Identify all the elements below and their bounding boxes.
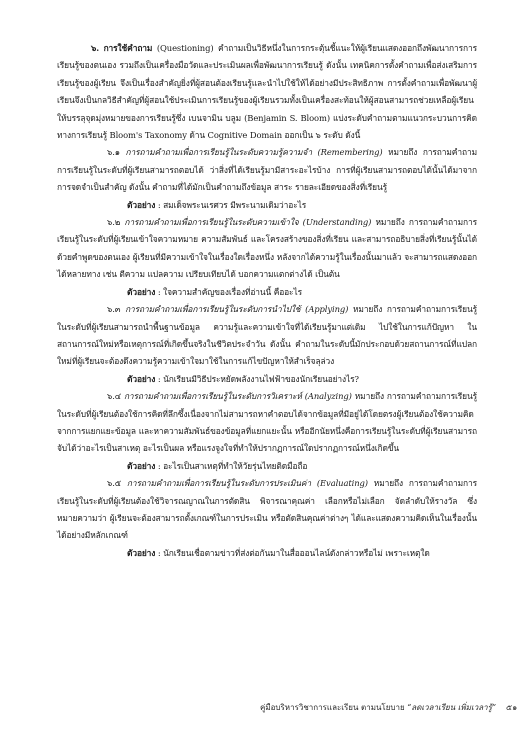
section-intro-paragraph (57, 40, 477, 144)
level-number: ๖.๑ (107, 147, 120, 158)
page-footer (260, 701, 518, 714)
section-heading-title: การใช้คำถาม (103, 43, 153, 53)
example-text: : นักเรียนมีวิธีประหยัดพลังงานไฟฟ้าของนักเรียนอย่างไร? (155, 373, 359, 384)
level-title: การถามคำถามเพื่อการเรียนรู้ในระดับการนำไปใช้ (Applying) (125, 304, 349, 315)
level-paragraph-1 (57, 144, 477, 196)
level-paragraph-4 (57, 388, 477, 458)
body-text (57, 40, 477, 562)
level-number: ๖.๓ (107, 304, 121, 315)
example-text: : ใจความสำคัญของเรื่องที่อ่านนี้ คืออะไร (155, 286, 302, 297)
level-body: หมายถึง การถามคำถามการเรียนรู้ในระดับที่ผู้เรียนสามารถตอบได้ ว่าสิ่งที่ได้เรียนรู้มามีสาระอะไรบ้าง การที่ผู้เรียนสามารถตอบได้นั้นได้มาจากการจดจำเป็นสำคัญ ดังนั้น คำถามที่ได้มักเป็นคำถามถึงข้อมูล สาระ รายละเอียดของสิ่งที่เรียนรู้ (57, 147, 477, 193)
level-body: หมายถึง การถามคำถามการเรียนรู้ในระดับที่ผู้เรียนสามารถนำพื้นฐานข้อมูล ความรู้และความเข้าใจที่ได้เรียนรู้มาแต่เดิม ไปใช้ในการแก้ปัญหา ในสถานการณ์ใหม่หรือเหตุการณ์ที่เกิดขึ้นจริงในชีวิตประจำวัน ดังนั้น คำถามในระดับนี้มักประกอบด้วยสถานการณ์ที่แปลกใหม่ที่ผู้เรียนจะต้องดึงความรู้ความเข้าใจมาใช้ในการแก้ไขปัญหาให้สำเร็จลุล่วง (57, 304, 477, 367)
footer-title: “ลดเวลาเรียน เพิ่มเวลารู้” (407, 703, 497, 712)
level-paragraph-3 (57, 301, 477, 371)
example-label: ตัวอย่าง (127, 286, 156, 297)
section-heading-number: ๖. (91, 43, 100, 53)
level-example-2 (57, 284, 477, 301)
level-title: การถามคำถามเพื่อการเรียนรู้ในระดับความเข้าใจ (Understanding) (124, 217, 372, 228)
level-number: ๖.๔ (107, 391, 122, 402)
level-paragraph-5 (57, 475, 477, 545)
level-title: การถามคำถามเพื่อการเรียนรู้ในระดับการประเมินค่า (Evaluating) (126, 478, 368, 489)
level-number: ๖.๕ (107, 478, 122, 489)
level-example-1 (57, 197, 477, 214)
footer-text: คู่มือบริหารวิชาการและเรียน ตามนโยบาย (260, 703, 408, 712)
example-text: : สมเด็จพระนเรศวร มีพระนามเดิมว่าอะไร (155, 199, 307, 210)
level-body: หมายถึง การถามคำถามการเรียนรู้ในระดับที่ผู้เรียนเข้าใจความหมาย ความสัมพันธ์ และโครงสร้างของสิ่งที่เรียน และสามารถอธิบายสิ่งที่เรียนรู้นั้นได้ด้วยคำพูดของตนเอง ผู้เรียนที่มีความเข้าใจในเรื่องใดเรื่องหนึ่ง หลังจากได้ความรู้ในเรื่องนั้นมาแล้ว จะสามารถแสดงออกได้หลายทาง เช่น ตีความ แปลความ เปรียบเทียบได้ บอกความแตกต่างได้ เป็นต้น (57, 217, 478, 280)
level-title: การถามคำถามเพื่อการเรียนรู้ในระดับการวิเคราะห์ (Analyzing) (123, 391, 352, 402)
level-paragraph-2 (57, 214, 477, 284)
example-label: ตัวอย่าง (127, 199, 156, 210)
example-label: ตัวอย่าง (127, 460, 156, 471)
page-number: ๕๑ (506, 703, 518, 712)
level-body: หมายถึง การถามคำถามการเรียนรู้ในระดับที่ผู้เรียนต้องใช้วิจารณญาณในการตัดสิน พิจารณาคุณค่า เลือกหรือไม่เลือก จัดลำดับให้รางวัล ซึ่งหมายความว่า ผู้เรียนจะต้องสามารถตั้งเกณฑ์ในการประเมิน หรือตัดสินคุณค่าต่างๆ ได้และแสดงความคิดเห็นในเรื่องนั้นได้อย่างมีหลักเกณฑ์ (57, 478, 477, 541)
section-intro-text: (Questioning) คำถามเป็นวิธีหนึ่งในการกระตุ้นชี้แนะให้ผู้เรียนแสดงออกถึงพัฒนาการการเรียนรู้ของตนเอง รวมถึงเป็นเครื่องมือวัดและประเมินผลเพื่อพัฒนาการเรียนรู้ ดังนั้น เทคนิคการตั้งคำถามเพื่อส่งเสริมการเรียนรู้ของผู้เรียน จึงเป็นเรื่องสำคัญยิ่งที่ผู้สอนต้องเรียนรู้และนำไปใช้ให้ได้อย่างมีประสิทธิภาพ การตั้งคำถามเพื่อพัฒนาผู้เรียนจึงเป็นกลวิธีสำคัญที่ผู้สอนใช้ประเมินการเรียนรู้ของผู้เรียนรวมทั้งเป็นเครื่องสะท้อนให้ผู้สอนสามารถช่วยเหลือผู้เรียนให้บรรลุจุดมุ่งหมายของการเรียนรู้ซึ่ง เบนจามิน บลูม (Benjamin S. Bloom) แบ่งระดับคำถามตามแนวกระบวนการคิดทางการเรียนรู้ Bloom's Taxonomy ด้าน Cognitive Domain ออกเป็น ๖ ระดับ ดังนี้ (57, 43, 478, 141)
level-number: ๖.๒ (107, 217, 121, 228)
level-body: หมายถึง การถามคำถามการเรียนรู้ในระดับที่ผู้เรียนต้องใช้การคิดที่ลึกซึ้งเนื่องจากไม่สามารถหาคำตอบได้จากข้อมูลที่มีอยู่ได้โดยตรงผู้เรียนต้องใช้ความคิดจากการแยกแยะข้อมูล และหาความสัมพันธ์ของข้อมูลที่แยกแยะนั้น หรืออีกนัยหนึ่งคือการเรียนรู้ในระดับที่ผู้เรียนสามารถจับได้ว่าอะไรเป็นสาเหตุ อะไรเป็นผล หรือแรงจูงใจที่ทำให้ปรากฏการณ์ใดปรากฏการณ์หนึ่งเกิดขึ้น (57, 391, 477, 454)
level-example-5 (57, 545, 477, 562)
example-text: : อะไรเป็นสาเหตุที่ทำให้วัยรุ่นไทยติดมือถือ (155, 460, 308, 471)
example-label: ตัวอย่าง (127, 547, 156, 558)
level-title: การถามคำถามเพื่อการเรียนรู้ในระดับความรู้ความจำ (Remembering) (125, 147, 383, 158)
example-label: ตัวอย่าง (127, 373, 156, 384)
level-example-4 (57, 458, 477, 475)
level-example-3 (57, 371, 477, 388)
example-text: : นักเรียนเชื่อตามข่าวที่ส่งต่อกันมาในสื่อออนไลน์ดังกล่าวหรือไม่ เพราะเหตุใด (155, 547, 430, 558)
